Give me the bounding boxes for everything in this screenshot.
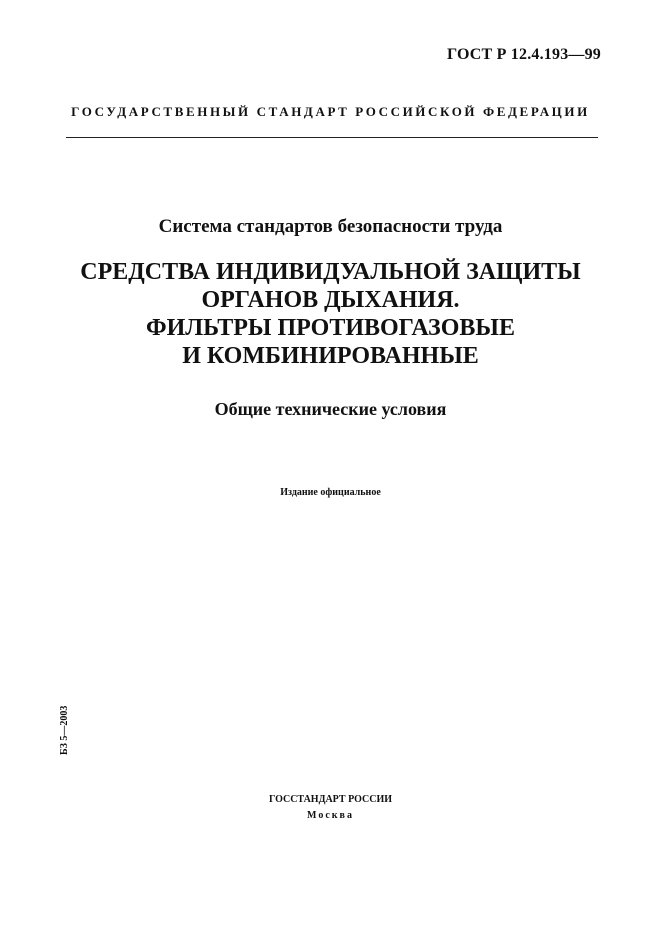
subtitle: Общие технические условия: [214, 399, 447, 419]
main-title-line: ФИЛЬТРЫ ПРОТИВОГАЗОВЫЕ: [146, 315, 515, 341]
header-divider: [66, 137, 598, 138]
publisher: ГОССТАНДАРТ РОССИИ: [268, 794, 393, 805]
publisher-city: Москва: [307, 810, 354, 821]
federation-heading: ГОСУДАРСТВЕННЫЙ СТАНДАРТ РОССИЙСКОЙ ФЕДЕРАЦИИ: [71, 104, 590, 119]
series-title: Система стандартов безопасности труда: [158, 216, 503, 237]
edition-note: Издание официальное: [280, 487, 381, 498]
main-title-line: ОРГАНОВ ДЫХАНИЯ.: [201, 287, 460, 313]
side-code: БЗ 5—2003: [59, 705, 70, 755]
main-title: [0, 258, 661, 370]
standard-code: ГОСТ Р 12.4.193—99: [446, 46, 601, 63]
main-title-line: И КОМБИНИРОВАННЫЕ: [182, 343, 479, 369]
main-title-line: СРЕДСТВА ИНДИВИДУАЛЬНОЙ ЗАЩИТЫ: [80, 259, 581, 285]
